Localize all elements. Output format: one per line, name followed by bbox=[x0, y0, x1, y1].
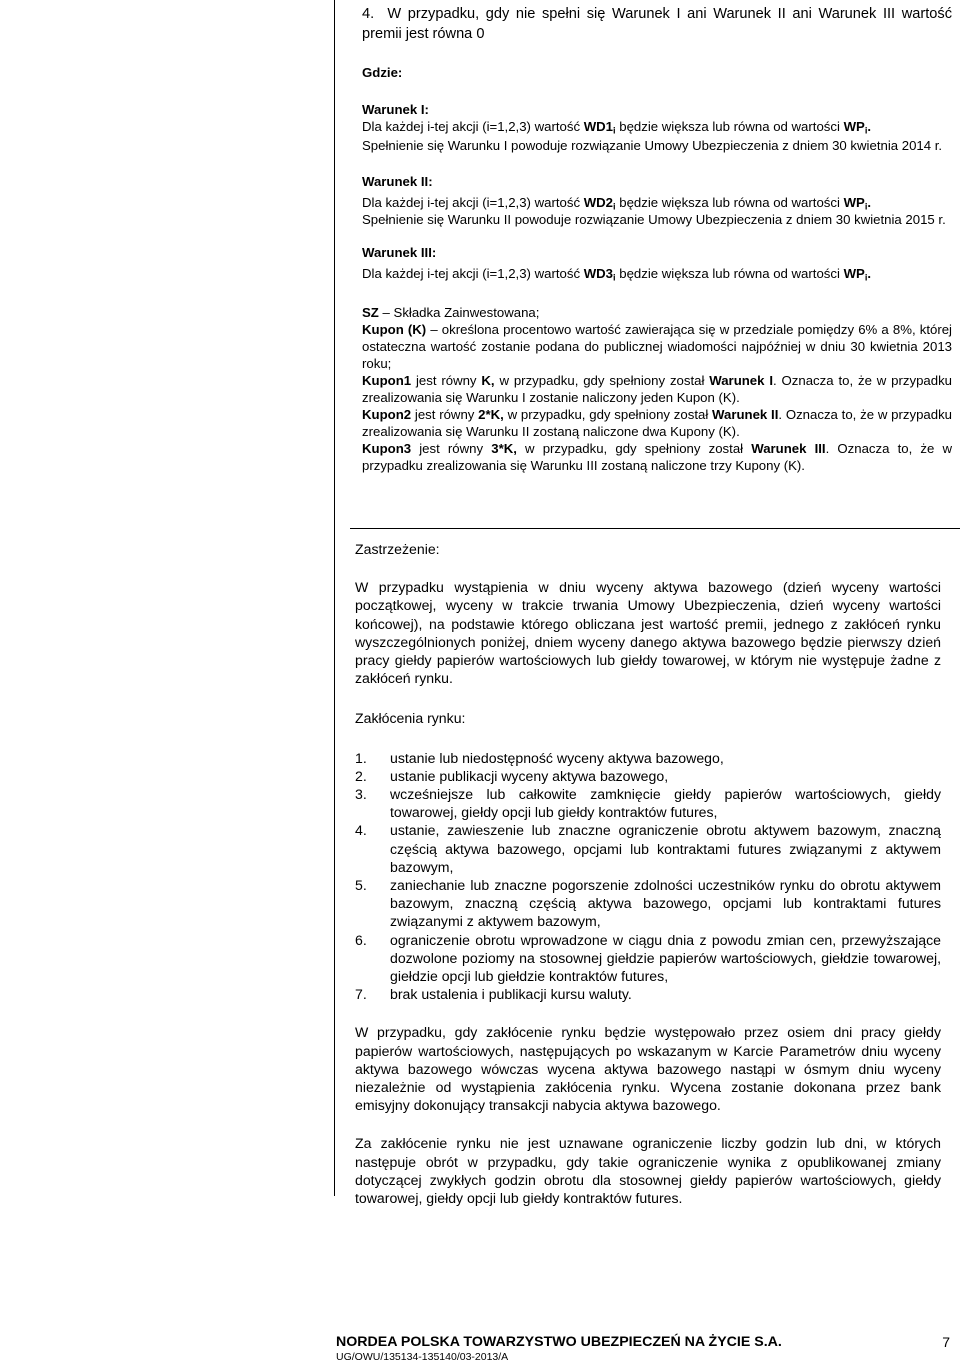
list-item: 2. ustanie publikacji wyceny aktywa bazowego, bbox=[355, 767, 669, 784]
warunek-3-title: Warunek III: bbox=[362, 245, 437, 260]
page-number: 7 bbox=[942, 1334, 950, 1350]
list-item: 3. wcześniejsze lub całkowite zamknięcie giełdy papierów wartościowych, giełdy towarowej, giełdy opcji lub giełdy kontraktów futures, bbox=[355, 786, 941, 821]
warunek-1-line: Dla każdej i-tej akcji (i=1,2,3) wartość $WD1_i$ będzie większa lub równa od wartości $WP_i$. bbox=[362, 119, 872, 136]
section-text: W przypadku, gdy nie spełni się Warunek I ani Warunek II ani Warunek III wartość premii jest równa 0 bbox=[362, 6, 952, 42]
def-sz: SZ – Składka Zainwestowana; bbox=[362, 305, 540, 320]
definitions bbox=[362, 304, 952, 474]
def-kupon: Kupon (K) – określona procentowo wartość zawierająca się w przedziale pomiędzy 6% a 8%, której ostateczna wartość zostanie podana do publicznej wiadomości najpóźniej w dniu 30 kwietnia 2013 roku; bbox=[362, 322, 952, 371]
warunek-2-line: Dla każdej i-tej akcji (i=1,2,3) wartość $WD2_i$ będzie większa lub równa od wartości $WP_i$. bbox=[362, 195, 872, 212]
zaklocenia-list bbox=[355, 749, 941, 1004]
warunek-1-note: Spełnienie się Warunku I powoduje rozwiązanie Umowy Ubezpieczenia z dniem 30 kwietnia 2014 r. bbox=[362, 138, 943, 153]
page-border-left bbox=[334, 0, 335, 1196]
def-kupon1: Kupon1 jest równy K, w przypadku, gdy spełniony został Warunek I. Oznacza to, że w przypadku zrealizowania się Warunku I zostanie naliczony jeden Kupon (K). bbox=[362, 373, 952, 405]
page-footer bbox=[336, 1334, 950, 1363]
warunek-1-title: Warunek I: bbox=[362, 102, 429, 117]
warunek-2-title: Warunek II: bbox=[362, 174, 433, 189]
zastrzezenie-text: W przypadku wystąpienia w dniu wyceny aktywa bazowego (dzień wyceny wartości początkowej, wyceny w trakcie trwania Umowy Ubezpieczenia, dzień wyceny wartości końcowej), na podstawie którego obliczana jest wartość premii, jednego z zakłóceń rynku wyszczególnionych poniżej, dniem wyceny danego aktywa bazowego będzie pierwszy dzień pracy giełdy papierów wartościowych lub giełdy towarowej, w którym nie występuje żadne z zakłóceń rynku. bbox=[355, 579, 941, 687]
list-item: 7. brak ustalenia i publikacji kursu waluty. bbox=[355, 986, 632, 1003]
def-kupon2: Kupon2 jest równy 2*K, w przypadku, gdy spełniony został Warunek II. Oznacza to, że w przypadku zrealizowania się Warunku II zostaną naliczone dwa Kupony (K). bbox=[362, 407, 952, 439]
warunek-1 bbox=[362, 101, 952, 157]
paragraph-osiem-dni: W przypadku, gdy zakłócenie rynku będzie występowało przez osiem dni pracy giełdy papierów wartościowych, następujących po wskazanym w Karcie Parametrów dniu wyceny aktywa bazowego wówczas wycena aktywa bazowego nastąpi w ósmym dniu wyceny niezależnie od wystąpienia zakłócenia rynku. Wycena zostanie dokonana przez bank emisyjny dokonujący transakcji nabycia aktywa bazowego. bbox=[355, 1024, 941, 1114]
paragraph-ograniczenie: Za zakłócenie rynku nie jest uznawane ograniczenie liczby godzin lub dni, w których następuje obrót w przypadku, gdy takie ograniczenie wynika z opublikowanej zmiany dotyczącej zwykłych godzin obrotu dla stosownej giełdy papierów wartościowych, giełdy towarowej, giełdy opcji lub giełdy kontraktów futures. bbox=[355, 1135, 941, 1207]
zastrzezenie-title: Zastrzeżenie: bbox=[355, 541, 440, 557]
list-item: 4. ustanie, zawieszenie lub znaczne ograniczenie obrotu aktywem bazowym, znaczną częścią aktywa bazowego, opcjami lub kontraktami futures związanymi z aktywem bazowym, bbox=[355, 822, 941, 875]
warunek-3 bbox=[362, 244, 952, 282]
list-item: 6. ograniczenie obrotu wprowadzone w ciągu dnia z powodu zmian cen, przewyższające dozwolone poziomy na stosownej giełdzie papierów wartościowych, giełdzie towarowej, giełdzie opcji lub giełdzie kontraktów futures, bbox=[355, 931, 941, 985]
list-item: 1. ustanie lub niedostępność wyceny aktywa bazowego, bbox=[355, 749, 724, 766]
warunek-2-note: Spełnienie się Warunku II powoduje rozwiązanie Umowy Ubezpieczenia z dniem 30 kwietnia 2015 r. bbox=[362, 212, 946, 227]
section-4 bbox=[362, 4, 952, 44]
conditions-box bbox=[350, 0, 960, 529]
def-kupon3: Kupon3 jest równy 3*K, w przypadku, gdy spełniony został Warunek III. Oznacza to, że w przypadku zrealizowania się Warunku III zostaną naliczone trzy Kupony (K). bbox=[362, 441, 952, 473]
lower-section bbox=[355, 540, 941, 1207]
warunek-3-line: Dla każdej i-tej akcji (i=1,2,3) wartość $WD3_i$ będzie większa lub równa od wartości $WP_i$. bbox=[362, 266, 872, 283]
warunek-2 bbox=[362, 173, 952, 228]
document-reference: UG/OWU/135134-135140/03-2013/A bbox=[336, 1351, 509, 1363]
list-item: 5. zaniechanie lub znaczne pogorszenie zdolności uczestników rynku do obrotu aktywem bazowym, znaczną częścią aktywa bazowego, opcjami lub kontraktami futures związanymi z aktywem bazowym, bbox=[355, 877, 941, 930]
zaklocenia-title: Zakłócenia rynku: bbox=[355, 710, 466, 727]
section-number: 4. bbox=[362, 6, 375, 22]
company-name: NORDEA POLSKA TOWARZYSTWO UBEZPIECZEŃ NA ŻYCIE S.A. bbox=[336, 1334, 782, 1350]
gdzie-heading: Gdzie: bbox=[362, 65, 403, 80]
